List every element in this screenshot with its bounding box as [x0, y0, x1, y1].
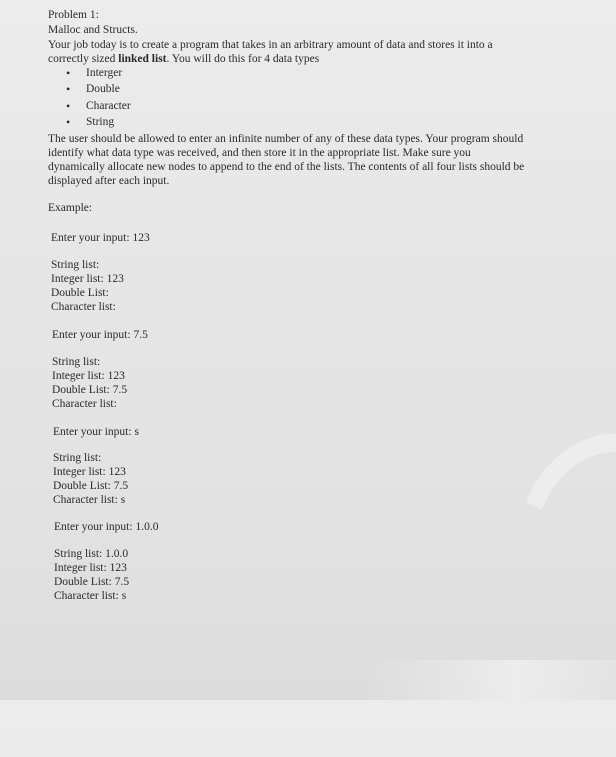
background-glare — [360, 660, 616, 700]
example-output-line: Character list: s — [53, 494, 126, 506]
example-output-line: Double List: — [51, 287, 109, 299]
example-prompt: Enter your input: 7.5 — [52, 329, 148, 341]
example-output-line: Double List: 7.5 — [52, 384, 128, 396]
list-item: String — [86, 116, 115, 128]
example-output-line: Integer list: 123 — [54, 562, 127, 574]
example-output-line: Double List: 7.5 — [54, 576, 130, 588]
list-item: Interger — [86, 67, 123, 79]
intro-prefix: correctly sized — [48, 53, 119, 65]
example-output-line: Integer list: 123 — [51, 273, 124, 285]
example-output-line: Character list: — [51, 301, 116, 313]
bullet-icon: • — [66, 115, 71, 129]
example-output-line: Integer list: 123 — [53, 466, 126, 478]
intro-suffix: . You will do this for 4 data types — [166, 53, 320, 65]
list-item: Double — [86, 83, 120, 95]
bullet-icon: • — [66, 66, 71, 80]
problem-subtitle: Malloc and Structs. — [48, 24, 138, 36]
bullet-icon: • — [66, 82, 71, 96]
bullet-icon: • — [66, 99, 71, 113]
example-output-line: String list: — [52, 356, 101, 368]
example-output-line: String list: 1.0.0 — [54, 548, 129, 560]
example-output-line: Character list: s — [54, 590, 127, 602]
problem-title: Problem 1: — [48, 9, 99, 21]
background-reflection — [476, 399, 616, 757]
example-output-line: Double List: 7.5 — [53, 480, 129, 492]
linked-list-emphasis: linked list — [118, 53, 167, 65]
example-prompt: Enter your input: 123 — [51, 232, 150, 244]
desc-line-4: displayed after each input. — [48, 175, 170, 187]
desc-line-2: identify what data type was received, and then store it in the appropriate list. Make sure you — [48, 147, 471, 159]
desc-line-1: The user should be allowed to enter an infinite number of any of these data types. Your program should — [48, 133, 524, 145]
example-label: Example: — [48, 202, 93, 214]
list-item: Character — [86, 100, 131, 112]
example-prompt: Enter your input: s — [53, 426, 139, 438]
example-output-line: String list: — [53, 452, 102, 464]
example-output-line: String list: — [51, 259, 100, 271]
example-output-line: Integer list: 123 — [52, 370, 125, 382]
intro-line-2 — [48, 52, 319, 66]
desc-line-3: dynamically allocate new nodes to append to the end of the lists. The contents of all four lists should be — [48, 161, 525, 173]
example-prompt: Enter your input: 1.0.0 — [54, 521, 159, 533]
intro-line-1: Your job today is to create a program that takes in an arbitrary amount of data and stores it into a — [48, 39, 493, 51]
example-output-line: Character list: — [52, 398, 117, 410]
